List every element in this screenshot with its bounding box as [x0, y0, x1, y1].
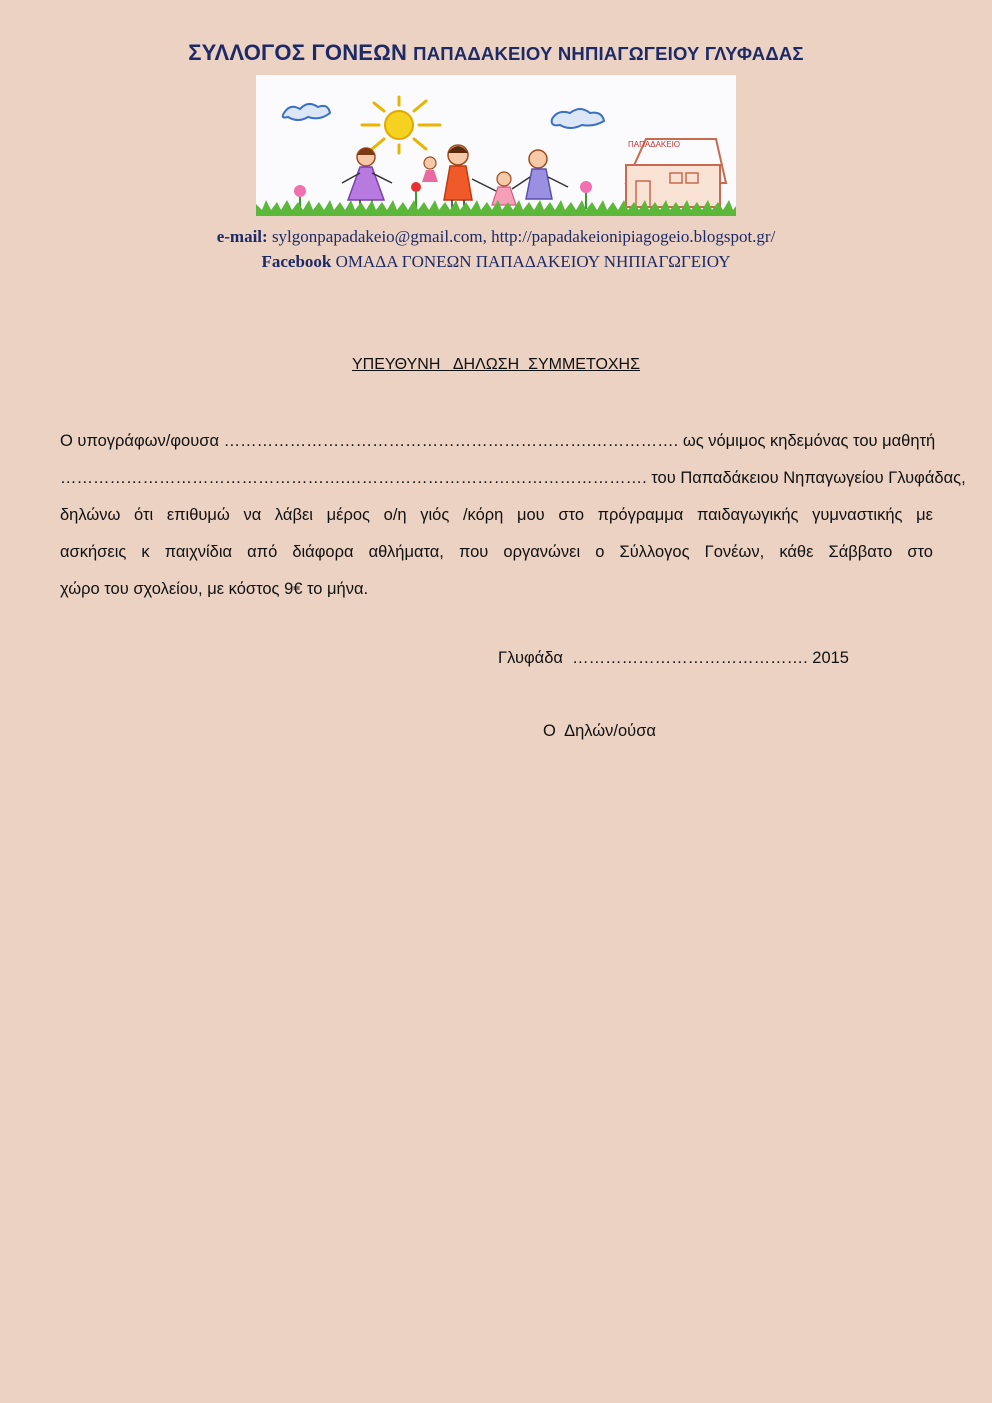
body-line-3: δηλώνω ότι επιθυμώ να λάβει μέρος ο/η γιός /κόρη μου στο πρόγραμμα παιδαγωγικής γυμναστικής με: [60, 506, 933, 524]
facebook-line: [0, 249, 992, 274]
body-line-1: Ο υπογράφων/φουσα ………………………………………………………….……………. ως νόμιμος κηδεμόνας του μαθητή: [60, 432, 936, 450]
association-title: [0, 40, 992, 66]
body-line-4: ασκήσεις κ παιχνίδια από διάφορα αθλήματα, που οργανώνει ο Σύλλογος Γονέων, κάθε Σάββατο στο: [60, 543, 933, 561]
place-date-line: Γλυφάδα ……………………………………. 2015: [498, 649, 849, 667]
declaration-title: ΥΠΕΥΘΥΝΗ ΔΗΛΩΣΗ ΣΥΜΜΕΤΟΧΗΣ: [352, 356, 640, 373]
signer-label: Ο Δηλών/ούσα: [543, 722, 656, 740]
family-drawing-illustration: [256, 75, 736, 216]
title-part-2: ΠΑΠΑΔΑΚΕΙΟΥ ΝΗΠΙΑΓΩΓΕΙΟΥ ΓΛΥΦΑΔΑΣ: [413, 43, 804, 64]
declaration-body: [60, 423, 966, 608]
body-line-2: …………………………………………….………………………………………………. του Παπαδάκειου Νηπαγωγείου Γλυφάδας,: [60, 469, 966, 487]
email-line: [0, 224, 992, 249]
email-label: e-mail:: [216, 227, 268, 246]
facebook-label: Facebook: [261, 252, 332, 271]
contact-info: [0, 224, 992, 274]
title-part-1: ΣΥΛΛΟΓΟΣ ΓΟΝΕΩΝ: [188, 40, 408, 65]
body-line-5: χώρο του σχολείου, με κόστος 9€ το μήνα.: [60, 580, 369, 598]
house-sign-text: ΠΑΠΑΔΑΚΕΙΟ: [628, 140, 681, 149]
children-drawing-banner: [256, 75, 736, 216]
facebook-value: ΟΜΑΔΑ ΓΟΝΕΩΝ ΠΑΠΑΔΑΚΕΙΟΥ ΝΗΠΙΑΓΩΓΕΙΟΥ: [335, 252, 731, 271]
email-value: sylgonpapadakeio@gmail.com, http://papadakeionipiagogeio.blogspot.gr/: [271, 227, 776, 246]
